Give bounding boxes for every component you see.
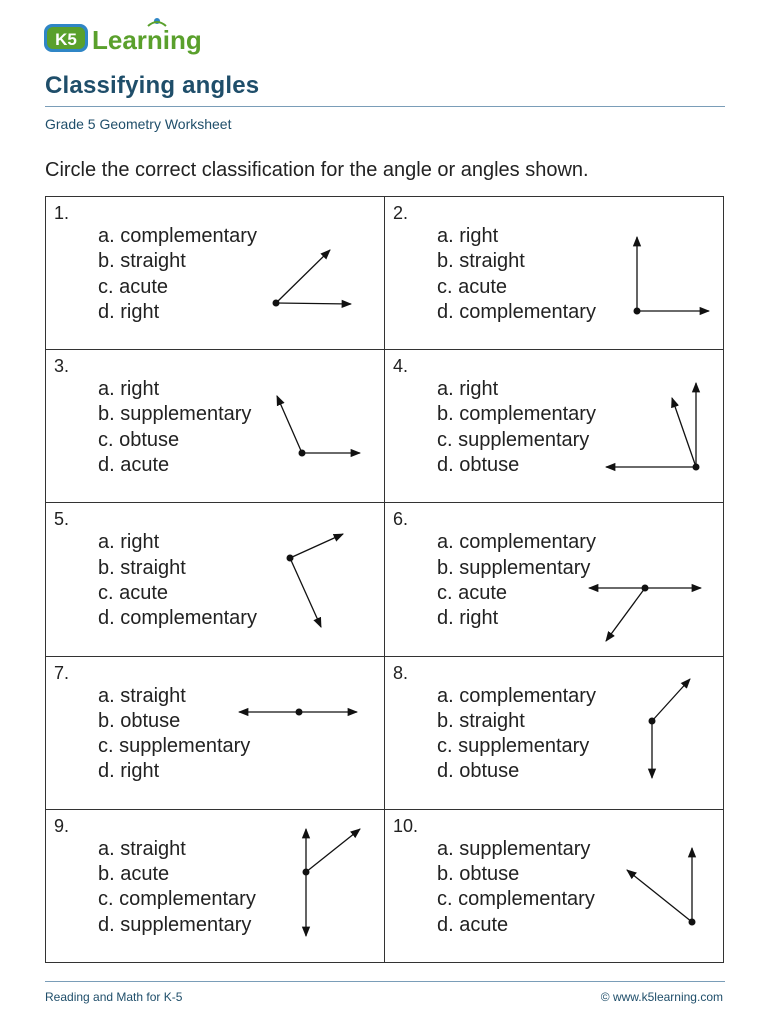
question-number: 4. [393, 356, 409, 377]
option-b[interactable]: b. acute [98, 863, 170, 886]
question-cell [46, 810, 385, 963]
question-number: 3. [54, 356, 70, 377]
k5-learning-logo [44, 14, 204, 58]
option-b[interactable]: b. supplementary [98, 403, 252, 426]
option-b[interactable]: b. straight [437, 709, 525, 732]
option-b[interactable]: b. straight [437, 250, 525, 273]
option-d[interactable]: d. right [437, 607, 499, 630]
option-c[interactable]: c. acute [98, 581, 169, 604]
option-c[interactable]: c. supplementary [98, 735, 251, 758]
option-a[interactable]: a. supplementary [437, 837, 591, 860]
option-d[interactable]: d. obtuse [437, 760, 520, 783]
option-b[interactable]: b. straight [98, 556, 186, 579]
option-d[interactable]: d. supplementary [98, 913, 252, 936]
option-c[interactable]: c. supplementary [437, 428, 590, 451]
question-number: 1. [54, 203, 70, 223]
option-a[interactable]: a. straight [98, 684, 186, 707]
question-cell [385, 657, 724, 810]
option-d[interactable]: d. complementary [98, 607, 257, 630]
option-b[interactable]: b. obtuse [437, 863, 520, 886]
option-c[interactable]: c. supplementary [437, 735, 590, 758]
option-b[interactable]: b. obtuse [98, 709, 181, 732]
svg-text:K5: K5 [55, 30, 77, 49]
question-cell [46, 503, 385, 656]
worksheet-subtitle: Grade 5 Geometry Worksheet [45, 116, 232, 132]
question-cell [46, 657, 385, 810]
option-c[interactable]: c. complementary [437, 888, 595, 911]
option-c[interactable]: c. complementary [98, 888, 256, 911]
question-number: 10. [393, 815, 419, 836]
footer-copyright-link[interactable]: © www.k5learning.com [600, 990, 723, 1004]
question-cell [385, 503, 724, 656]
angle-figure [46, 197, 384, 350]
angle-figure [46, 657, 384, 810]
angle-figure [46, 503, 384, 656]
question-number: 6. [393, 509, 409, 530]
option-b[interactable]: b. supplementary [437, 556, 591, 579]
question-number: 2. [393, 203, 409, 223]
option-a[interactable]: a. right [98, 378, 160, 401]
angle-figure [385, 810, 723, 963]
option-b[interactable]: b. complementary [437, 403, 596, 426]
questions-grid [45, 196, 724, 963]
option-d[interactable]: d. right [98, 300, 160, 323]
question-number: 5. [54, 509, 70, 530]
option-a[interactable]: a. right [437, 378, 499, 401]
angle-figure [385, 350, 723, 503]
angle-figure [385, 197, 723, 350]
angle-figure [385, 657, 723, 810]
angle-figure [46, 350, 384, 503]
option-b[interactable]: b. straight [98, 250, 186, 273]
option-d[interactable]: d. complementary [437, 300, 596, 323]
question-number: 7. [54, 662, 70, 683]
angle-figure [385, 503, 723, 656]
angle-figure [46, 810, 384, 963]
option-c[interactable]: c. acute [437, 581, 508, 604]
question-cell [46, 350, 385, 503]
option-a[interactable]: a. complementary [98, 225, 257, 247]
question-cell [385, 350, 724, 503]
page-title: Classifying angles [45, 72, 260, 99]
question-cell [385, 197, 724, 350]
option-a[interactable]: a. complementary [437, 531, 596, 554]
question-cell [46, 197, 385, 350]
header-divider [45, 106, 725, 107]
option-d[interactable]: d. acute [98, 454, 170, 477]
option-a[interactable]: a. straight [98, 837, 186, 860]
footer-tagline: Reading and Math for K-5 [45, 990, 183, 1004]
option-d[interactable]: d. right [98, 760, 160, 783]
instructions: Circle the correct classification for the angle or angles shown. [45, 159, 589, 181]
option-a[interactable]: a. complementary [437, 684, 596, 707]
option-d[interactable]: d. obtuse [437, 454, 520, 477]
question-cell [385, 810, 724, 963]
svg-text:Learning: Learning [92, 25, 202, 55]
option-c[interactable]: c. acute [98, 275, 169, 298]
option-c[interactable]: c. obtuse [98, 428, 180, 451]
footer-divider [45, 981, 725, 982]
option-c[interactable]: c. acute [437, 275, 508, 298]
option-a[interactable]: a. right [437, 225, 499, 247]
question-number: 8. [393, 662, 409, 683]
question-number: 9. [54, 815, 70, 836]
option-a[interactable]: a. right [98, 531, 160, 554]
option-d[interactable]: d. acute [437, 913, 509, 936]
